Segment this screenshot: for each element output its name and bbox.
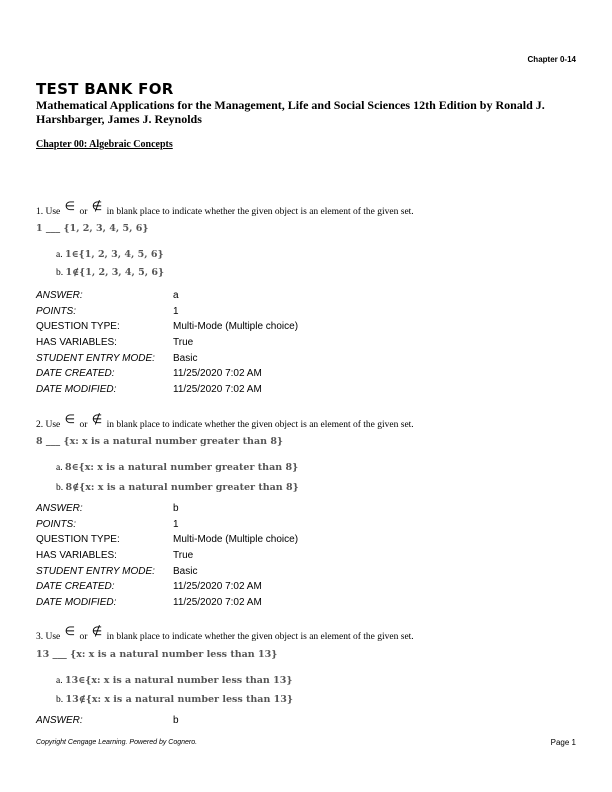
meta-value: b xyxy=(173,503,179,514)
option-text: 1∉{1, 2, 3, 4, 5, 6} xyxy=(65,267,165,278)
meta-key: QUESTION TYPE: xyxy=(36,321,120,333)
question-number: 2. xyxy=(36,420,44,430)
meta-key: DATE CREATED: xyxy=(36,581,115,593)
question-2-stem xyxy=(36,412,414,431)
meta-key: ANSWER: xyxy=(36,290,83,301)
question-number: 1. xyxy=(36,207,44,217)
question-1-option-a xyxy=(56,249,164,260)
not-element-of-symbol: ∉ xyxy=(91,624,103,638)
meta-row-points xyxy=(36,517,576,533)
meta-row-has-variables xyxy=(36,335,576,351)
question-or: or xyxy=(79,207,88,217)
question-or: or xyxy=(79,420,88,430)
meta-row-date-created xyxy=(36,366,576,382)
question-3-prompt: 13 ___ {x: x is a natural number less than 13} xyxy=(36,649,278,660)
element-of-symbol: ∈ xyxy=(64,624,76,638)
option-letter: b. xyxy=(56,695,64,705)
page-number: Page 1 xyxy=(550,738,576,747)
test-bank-title: TEST BANK FOR xyxy=(36,80,174,98)
question-instruction: in blank place to indicate whether the given object is an element of the given set. xyxy=(106,207,414,217)
question-3-option-a xyxy=(56,675,292,686)
option-letter: a. xyxy=(56,463,63,473)
element-of-symbol: ∈ xyxy=(64,199,76,213)
meta-row-answer xyxy=(36,501,576,517)
question-1-meta xyxy=(36,288,576,398)
question-use: Use xyxy=(45,632,61,642)
meta-value: 11/25/2020 7:02 AM xyxy=(173,384,262,396)
question-1-stem xyxy=(36,199,414,218)
meta-row-date-modified xyxy=(36,595,576,611)
question-1-option-b xyxy=(56,267,164,278)
meta-row-answer xyxy=(36,713,576,729)
meta-value: 11/25/2020 7:02 AM xyxy=(173,368,262,380)
question-3-meta xyxy=(36,713,576,729)
meta-key: DATE MODIFIED: xyxy=(36,384,117,396)
option-text: 1∈{1, 2, 3, 4, 5, 6} xyxy=(64,249,164,260)
meta-row-date-created xyxy=(36,579,576,595)
meta-value: 11/25/2020 7:02 AM xyxy=(173,581,262,593)
question-or: or xyxy=(79,632,88,642)
option-text: 8∉{x: x is a natural number greater than 8} xyxy=(65,482,299,493)
meta-value: b xyxy=(173,715,179,726)
book-title: Mathematical Applications for the Management, Life and Social Sciences 12th Edition by Ronald J. Harshbarger, James J. Reynolds xyxy=(36,98,545,126)
meta-key: DATE MODIFIED: xyxy=(36,597,117,609)
option-letter: a. xyxy=(56,250,63,260)
meta-key: QUESTION TYPE: xyxy=(36,534,120,546)
question-instruction: in blank place to indicate whether the given object is an element of the given set. xyxy=(106,420,414,430)
meta-value: True xyxy=(173,337,194,349)
question-2-prompt: 8 ___ {x: x is a natural number greater than 8} xyxy=(36,436,284,447)
not-element-of-symbol: ∉ xyxy=(91,412,103,426)
meta-row-has-variables xyxy=(36,548,576,564)
meta-key: ANSWER: xyxy=(36,503,83,514)
option-letter: b. xyxy=(56,483,64,493)
meta-row-question-type xyxy=(36,319,576,335)
element-of-symbol: ∈ xyxy=(64,412,76,426)
meta-value: Multi-Mode (Multiple choice) xyxy=(173,534,299,546)
not-element-of-symbol: ∉ xyxy=(91,199,103,213)
meta-row-answer xyxy=(36,288,576,304)
option-text: 8∈{x: x is a natural number greater than 8} xyxy=(64,462,299,473)
meta-value: 1 xyxy=(173,305,179,317)
meta-value: Multi-Mode (Multiple choice) xyxy=(173,321,299,333)
question-1-prompt: 1 ___ {1, 2, 3, 4, 5, 6} xyxy=(36,223,149,234)
meta-value: 1 xyxy=(173,518,179,530)
option-text: 13∈{x: x is a natural number less than 13} xyxy=(64,675,293,686)
meta-value: True xyxy=(173,550,194,562)
question-2-meta xyxy=(36,501,576,611)
option-letter: a. xyxy=(56,676,63,686)
question-2-option-b xyxy=(56,482,299,493)
meta-row-student-entry-mode xyxy=(36,564,576,580)
meta-key: HAS VARIABLES: xyxy=(36,550,117,562)
meta-key: POINTS: xyxy=(36,305,77,317)
question-number: 3. xyxy=(36,632,44,642)
meta-value: Basic xyxy=(173,565,198,577)
question-use: Use xyxy=(45,207,61,217)
question-use: Use xyxy=(45,420,61,430)
meta-row-question-type xyxy=(36,532,576,548)
option-letter: b. xyxy=(56,268,64,278)
question-3-stem xyxy=(36,624,414,643)
chapter-tag: Chapter 0-14 xyxy=(527,55,576,64)
option-text: 13∉{x: x is a natural number less than 13} xyxy=(65,694,293,705)
question-instruction: in blank place to indicate whether the given object is an element of the given set. xyxy=(106,632,414,642)
meta-row-student-entry-mode xyxy=(36,351,576,367)
question-3-option-b xyxy=(56,694,293,705)
meta-key: STUDENT ENTRY MODE: xyxy=(36,352,155,364)
meta-key: POINTS: xyxy=(36,518,77,530)
chapter-heading: Chapter 00: Algebraic Concepts xyxy=(36,139,173,150)
meta-row-date-modified xyxy=(36,382,576,398)
question-2-option-a xyxy=(56,462,298,473)
meta-key: HAS VARIABLES: xyxy=(36,337,117,349)
meta-key: ANSWER: xyxy=(36,715,83,726)
meta-row-points xyxy=(36,304,576,320)
copyright-footer: Copyright Cengage Learning. Powered by Cognero. xyxy=(36,739,198,746)
meta-value: Basic xyxy=(173,352,198,364)
meta-key: STUDENT ENTRY MODE: xyxy=(36,565,155,577)
meta-value: a xyxy=(173,290,179,301)
meta-value: 11/25/2020 7:02 AM xyxy=(173,597,262,609)
meta-key: DATE CREATED: xyxy=(36,368,115,380)
